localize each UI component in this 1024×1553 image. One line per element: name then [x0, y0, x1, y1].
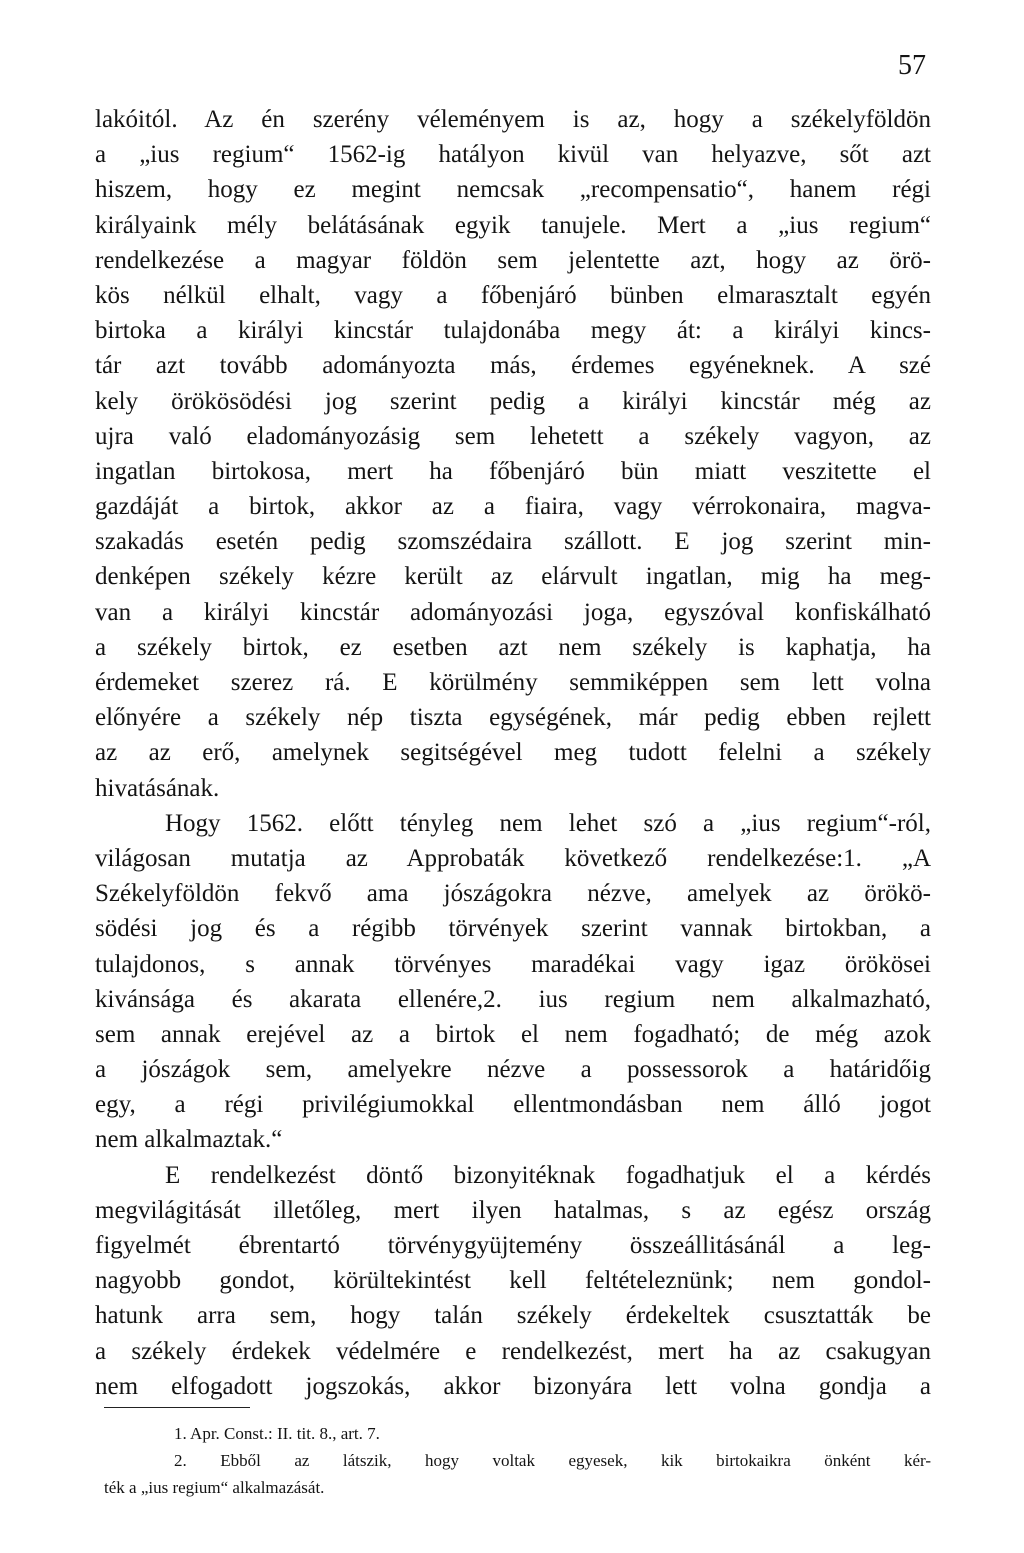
text-line: kös nélkül elhalt, vagy a főbenjáró bünben elmarasztalt egyén: [95, 281, 931, 309]
text-line: sem annak erejével az a birtok el nem fogadható; de még azok: [95, 1020, 931, 1048]
body-text: [95, 102, 931, 1404]
text-line: kivánsága és akarata ellenére,2. ius regium nem alkalmazható,: [95, 985, 931, 1013]
text-line: södési jog és a régibb törvények szerint vannak birtokban, a: [95, 915, 931, 943]
text-line: a székely birtok, ez esetben azt nem székely is kaphatja, ha: [95, 633, 931, 661]
text-line: előnyére a székely nép tiszta egységének, már pedig ebben rejlett: [95, 704, 931, 732]
text-line: érdemeket szerez rá. E körülmény semmiképpen sem lett volna: [95, 669, 931, 696]
text-line: E rendelkezést döntő bizonyitéknak fogadhatjuk el a kérdés: [165, 1161, 931, 1189]
text-line: ingatlan birtokosa, mert ha főbenjáró bün miatt veszitette el: [95, 457, 931, 485]
text-line: denképen székely kézre került az elárvult ingatlan, mig ha meg-: [95, 563, 931, 591]
text-line: megvilágitását illetőleg, mert ilyen hatalmas, s az egész ország: [95, 1196, 931, 1224]
text-line: a „ius regium“ 1562-ig hatályon kivül van helyazve, sőt azt: [95, 141, 931, 169]
text-line: világosan mutatja az Approbaták következő rendelkezése:1. „A: [95, 844, 931, 872]
text-line: figyelmét ébrentartó törvénygyüjtemény összeállitásánál a leg-: [95, 1232, 931, 1259]
footnote-2-continued: ték a „ius regium“ alkalmazását.: [104, 1478, 325, 1497]
text-line: az az erő, amelynek segitségével meg tudott felelni a székely: [95, 739, 931, 767]
text-line: Hogy 1562. előtt tényleg nem lehet szó a „ius regium“-ról,: [165, 809, 931, 837]
page-number: 57: [898, 50, 926, 81]
text-line: ujra való eladományozásig sem lehetett a székely vagyon, az: [95, 422, 931, 450]
text-line: a székely érdekek védelmére e rendelkezést, mert ha az csakugyan: [95, 1337, 931, 1365]
footnote-divider: [104, 1407, 250, 1408]
text-line: hivatásának.: [95, 774, 220, 802]
text-line: nagyobb gondot, körültekintést kell feltételeznünk; nem gondol-: [95, 1267, 931, 1295]
text-line: tulajdonos, s annak törvényes maradékai vagy igaz örökösei: [95, 950, 931, 978]
text-line: gazdáját a birtok, akkor az a fiaira, vagy vérrokonaira, magva-: [95, 493, 931, 521]
text-line: a jószágok sem, amelyekre nézve a possessorok a határidőig: [95, 1056, 931, 1084]
text-line: kely örökösödési jog szerint pedig a királyi kincstár még az: [95, 387, 931, 415]
text-line: egy, a régi privilégiumokkal ellentmondásban nem álló jogot: [95, 1091, 931, 1119]
text-line: lakóitól. Az én szerény véleményem is az, hogy a székelyföldön: [95, 106, 931, 133]
text-line: szakadás esetén pedig szomszédaira szállott. E jog szerint min-: [95, 528, 931, 556]
footnote-1: 1. Apr. Const.: II. tit. 8., art. 7.: [174, 1424, 380, 1443]
text-line: tár azt tovább adományozta más, érdemes egyéneknek. A szé: [95, 352, 931, 380]
text-line: hiszem, hogy ez megint nemcsak „recompensatio“, hanem régi: [95, 176, 931, 204]
text-line: Székelyföldön fekvő ama jószágokra nézve, amelyek az örökö-: [95, 880, 931, 908]
text-line: rendelkezése a magyar földön sem jelentette azt, hogy az örö-: [95, 246, 931, 274]
footnote-2: 2. Ebből az látszik, hogy voltak egyesek, kik birtokaikra önként kér-: [174, 1451, 931, 1470]
text-line: királyaink mély belátásának egyik tanujele. Mert a „ius regium“: [95, 211, 931, 239]
text-line: hatunk arra sem, hogy talán székely érdekeltek csusztatták be: [95, 1302, 931, 1330]
text-line: nem alkalmaztak.“: [95, 1126, 283, 1154]
text-line: nem elfogadott jogszokás, akkor bizonyára lett volna gondja a: [95, 1372, 931, 1400]
text-line: birtoka a királyi kincstár tulajdonába megy át: a királyi kincs-: [95, 317, 931, 345]
text-line: van a királyi kincstár adományozási joga, egyszóval konfiskálható: [95, 598, 931, 626]
footnotes: [104, 1420, 931, 1501]
